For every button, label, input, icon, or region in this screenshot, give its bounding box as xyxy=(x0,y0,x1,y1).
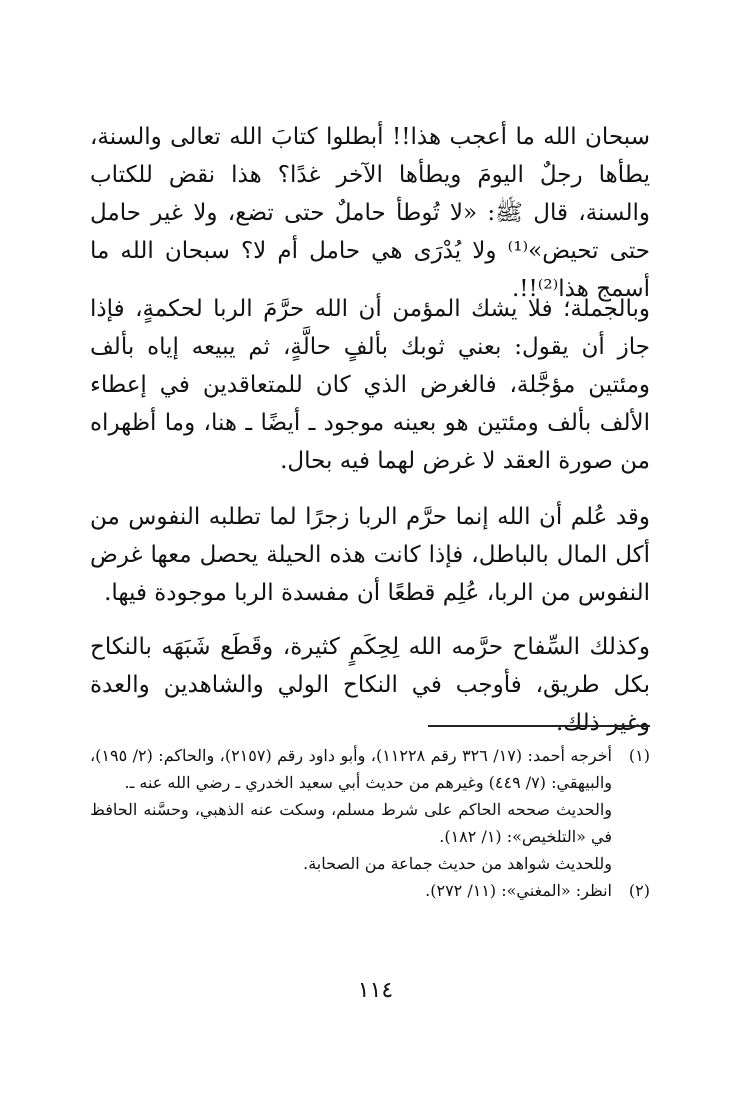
footnote-2-text: انظر: «المغني»: (١١/ ٢٧٢). xyxy=(425,881,612,900)
footnote-2-number: (٢) xyxy=(628,881,650,900)
body-paragraph-2: وبالجملة؛ فلا يشك المؤمن أن الله حرَّمَ الربا لحكمةٍ، فإذا جاز أن يقول: بعني ثوبك بألفٍ حالَّةٍ، ثم يبيعه إياه بألف ومئتين مؤجَّلة، فالغرض الذي كان للمتعاقدين في إعطاء الألف بألف ومئتين هو بعينه موجود ـ أيضًا ـ هنا، وما أظهراه من صورة العقد لا غرض لهما فيه بحال. xyxy=(90,296,650,474)
footnote-1 xyxy=(90,742,650,877)
footnote-2-body xyxy=(90,877,612,904)
footnote-divider xyxy=(428,725,650,727)
footnote-1-grading: والحديث صححه الحاكم على شرط مسلم، وسكت عنه الذهبي، وحسَّنه الحافظ في «التلخيص»: (١/ ١٨٢). xyxy=(90,800,613,846)
footnotes xyxy=(90,742,650,904)
body-paragraph-4: وكذلك السِّفاح حرَّمه الله لِحِكَمٍ كثيرة، وقَطَع شَبَهَه بالنكاح بكل طريق، فأوجب في النكاح الولي والشاهدين والعدة وغير ذلك. xyxy=(90,634,650,736)
footnote-1-body xyxy=(90,742,612,877)
footnote-2 xyxy=(90,877,650,904)
footnote-1-number: (١) xyxy=(628,746,650,765)
body-paragraph-1: سبحان الله ما أعجب هذا!! أبطلوا كتابَ الله تعالى والسنة، يطأها رجلٌ اليومَ ويطأها الآخر غدًا؟ هذا نقض للكتاب والسنة، قال ﷺ: «لا تُوطأ حاملٌ حتى تضع، ولا غير حامل حتى تحيض»⁽¹⁾ ولا يُدْرَى هي حامل أم لا؟ سبحان الله ما أسمج هذا⁽²⁾!!. xyxy=(90,124,650,302)
footnote-1-witnesses: وللحديث شواهد من حديث جماعة من الصحابة. xyxy=(303,854,612,873)
page-number: ١١٤ xyxy=(357,978,394,1003)
footnote-1-citation: أخرجه أحمد: (١٧/ ٣٢٦ رقم ١١٢٢٨)، وأبو داود رقم (٢١٥٧)، والحاكم: (٢/ ١٩٥)، والبيهقي: (٧/ ٤٤٩) وغيرهم من حديث أبي سعيد الخدري ـ رضي الله عنه ـ. xyxy=(90,746,613,792)
body-paragraph-3: وقد عُلم أن الله إنما حرَّم الربا زجرًا لما تطلبه النفوس من أكل المال بالباطل، فإذا كانت هذه الحيلة يحصل معها غرض النفوس من الربا، عُلِم قطعًا أن مفسدة الربا موجودة فيها. xyxy=(90,504,650,606)
